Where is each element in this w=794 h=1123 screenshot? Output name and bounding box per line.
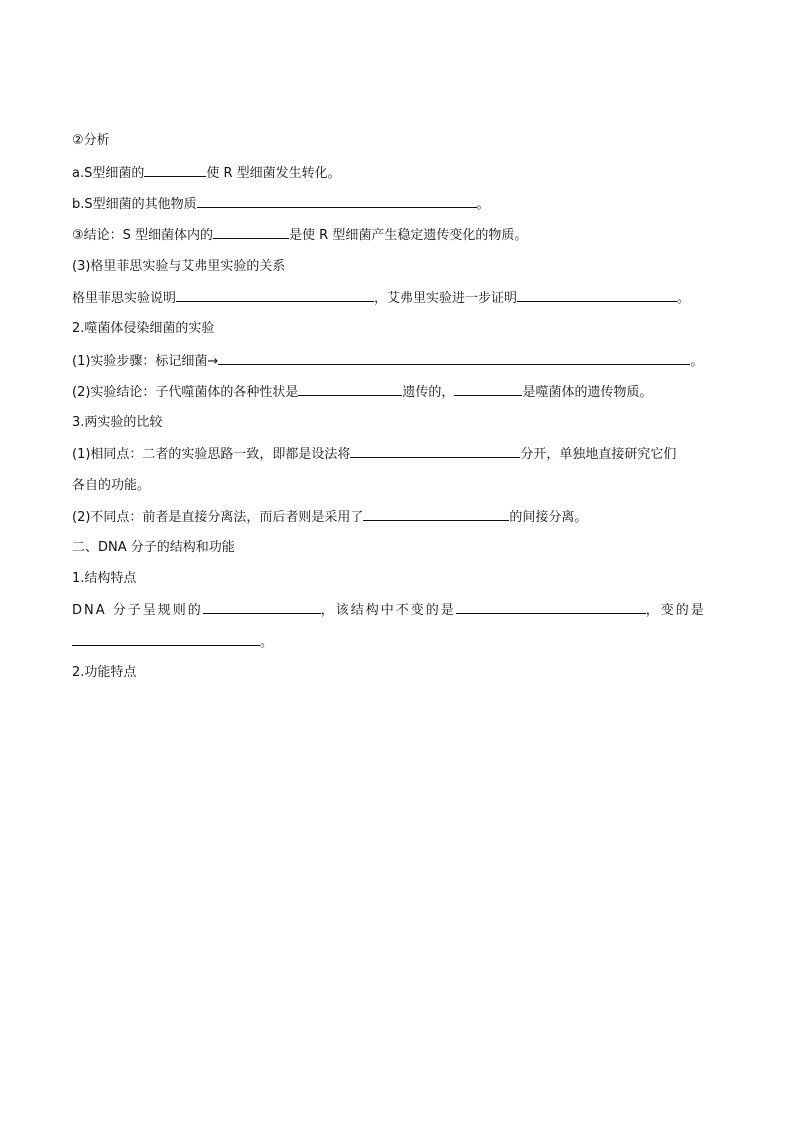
fill-blank-1[interactable] xyxy=(144,162,206,177)
fill-blank-12[interactable] xyxy=(456,599,646,614)
structure-line-cont xyxy=(72,631,722,653)
section-two-heading-text: 二、DNA 分子的结构和功能 xyxy=(72,540,235,555)
relation-text-3: 。 xyxy=(677,291,691,306)
difference-text-2: 的间接分离。 xyxy=(509,510,588,525)
fill-blank-11[interactable] xyxy=(203,599,321,614)
difference-text-1: (2)不同点：前者是直接分离法，而后者则是采用了 xyxy=(72,510,364,525)
phage-conclusion-text-1: (2)实验结论：子代噬菌体的各种性状是 xyxy=(72,385,299,400)
comparison-heading xyxy=(72,412,722,434)
phage-conclusion-text-2: 遗传的， xyxy=(402,385,455,400)
fill-blank-9[interactable] xyxy=(350,443,520,458)
phage-conclusion-line xyxy=(72,381,722,403)
similarity-text-1: (1)相同点：二者的实验思路一致，即都是设法将 xyxy=(72,447,351,462)
fill-blank-8[interactable] xyxy=(454,381,522,396)
fill-blank-3[interactable] xyxy=(213,224,289,239)
phage-heading-text: 2.噬菌体侵染细菌的实验 xyxy=(72,321,215,336)
structure-text-2: ，该结构中不变的是 xyxy=(320,603,456,618)
analysis-item-b xyxy=(72,193,722,215)
similarity-line xyxy=(72,443,722,465)
relation-heading-text: (3)格里菲思实验与艾弗里实验的关系 xyxy=(72,259,286,274)
fill-blank-5[interactable] xyxy=(517,287,677,302)
fill-blank-7[interactable] xyxy=(298,381,402,396)
conclusion-text-1: ③结论：S 型细菌体内的 xyxy=(72,228,214,243)
structure-text-3: ，变的是 xyxy=(645,603,706,618)
difference-line xyxy=(72,506,722,528)
phage-steps-line xyxy=(72,350,722,372)
similarity-text-2: 分开，单独地直接研究它们 xyxy=(520,447,677,462)
relation-heading xyxy=(72,256,722,278)
item-b-text-2: 。 xyxy=(476,197,490,212)
fill-blank-10[interactable] xyxy=(363,506,509,521)
structure-line xyxy=(72,599,722,621)
structure-heading-text: 1.结构特点 xyxy=(72,571,137,586)
fill-blank-6[interactable] xyxy=(218,350,690,365)
fill-blank-13[interactable] xyxy=(72,631,260,646)
phage-steps-text-1: (1)实验步骤：标记细菌→ xyxy=(72,354,219,369)
relation-text-2: ，艾弗里实验进一步证明 xyxy=(374,291,518,306)
conclusion-line xyxy=(72,224,722,246)
structure-heading xyxy=(72,568,722,590)
analysis-heading-text: ②分析 xyxy=(72,133,110,148)
analysis-heading xyxy=(72,130,722,152)
phage-steps-text-2: 。 xyxy=(690,354,704,369)
item-b-text-1: b.S型细菌的其他物质 xyxy=(72,197,197,212)
comparison-heading-text: 3.两实验的比较 xyxy=(72,415,163,430)
structure-text-4: 。 xyxy=(260,635,274,650)
fill-blank-4[interactable] xyxy=(176,287,374,302)
relation-line xyxy=(72,287,722,309)
similarity-text-3: 各自的功能。 xyxy=(72,478,151,493)
item-a-text-2: 使 R 型细菌发生转化。 xyxy=(206,166,341,181)
function-heading-text: 2.功能特点 xyxy=(72,665,137,680)
analysis-item-a xyxy=(72,162,722,184)
phage-conclusion-text-3: 是噬菌体的遗传物质。 xyxy=(522,385,653,400)
function-heading xyxy=(72,662,722,684)
item-a-text-1: a.S型细菌的 xyxy=(72,166,145,181)
similarity-line-cont xyxy=(72,475,722,497)
relation-text-1: 格里菲思实验说明 xyxy=(72,291,177,306)
section-two-heading xyxy=(72,537,722,559)
structure-text-1: DNA 分子呈规则的 xyxy=(72,603,203,618)
conclusion-text-2: 是使 R 型细菌产生稳定遗传变化的物质。 xyxy=(289,228,528,243)
phage-heading xyxy=(72,318,722,340)
fill-blank-2[interactable] xyxy=(197,193,477,208)
